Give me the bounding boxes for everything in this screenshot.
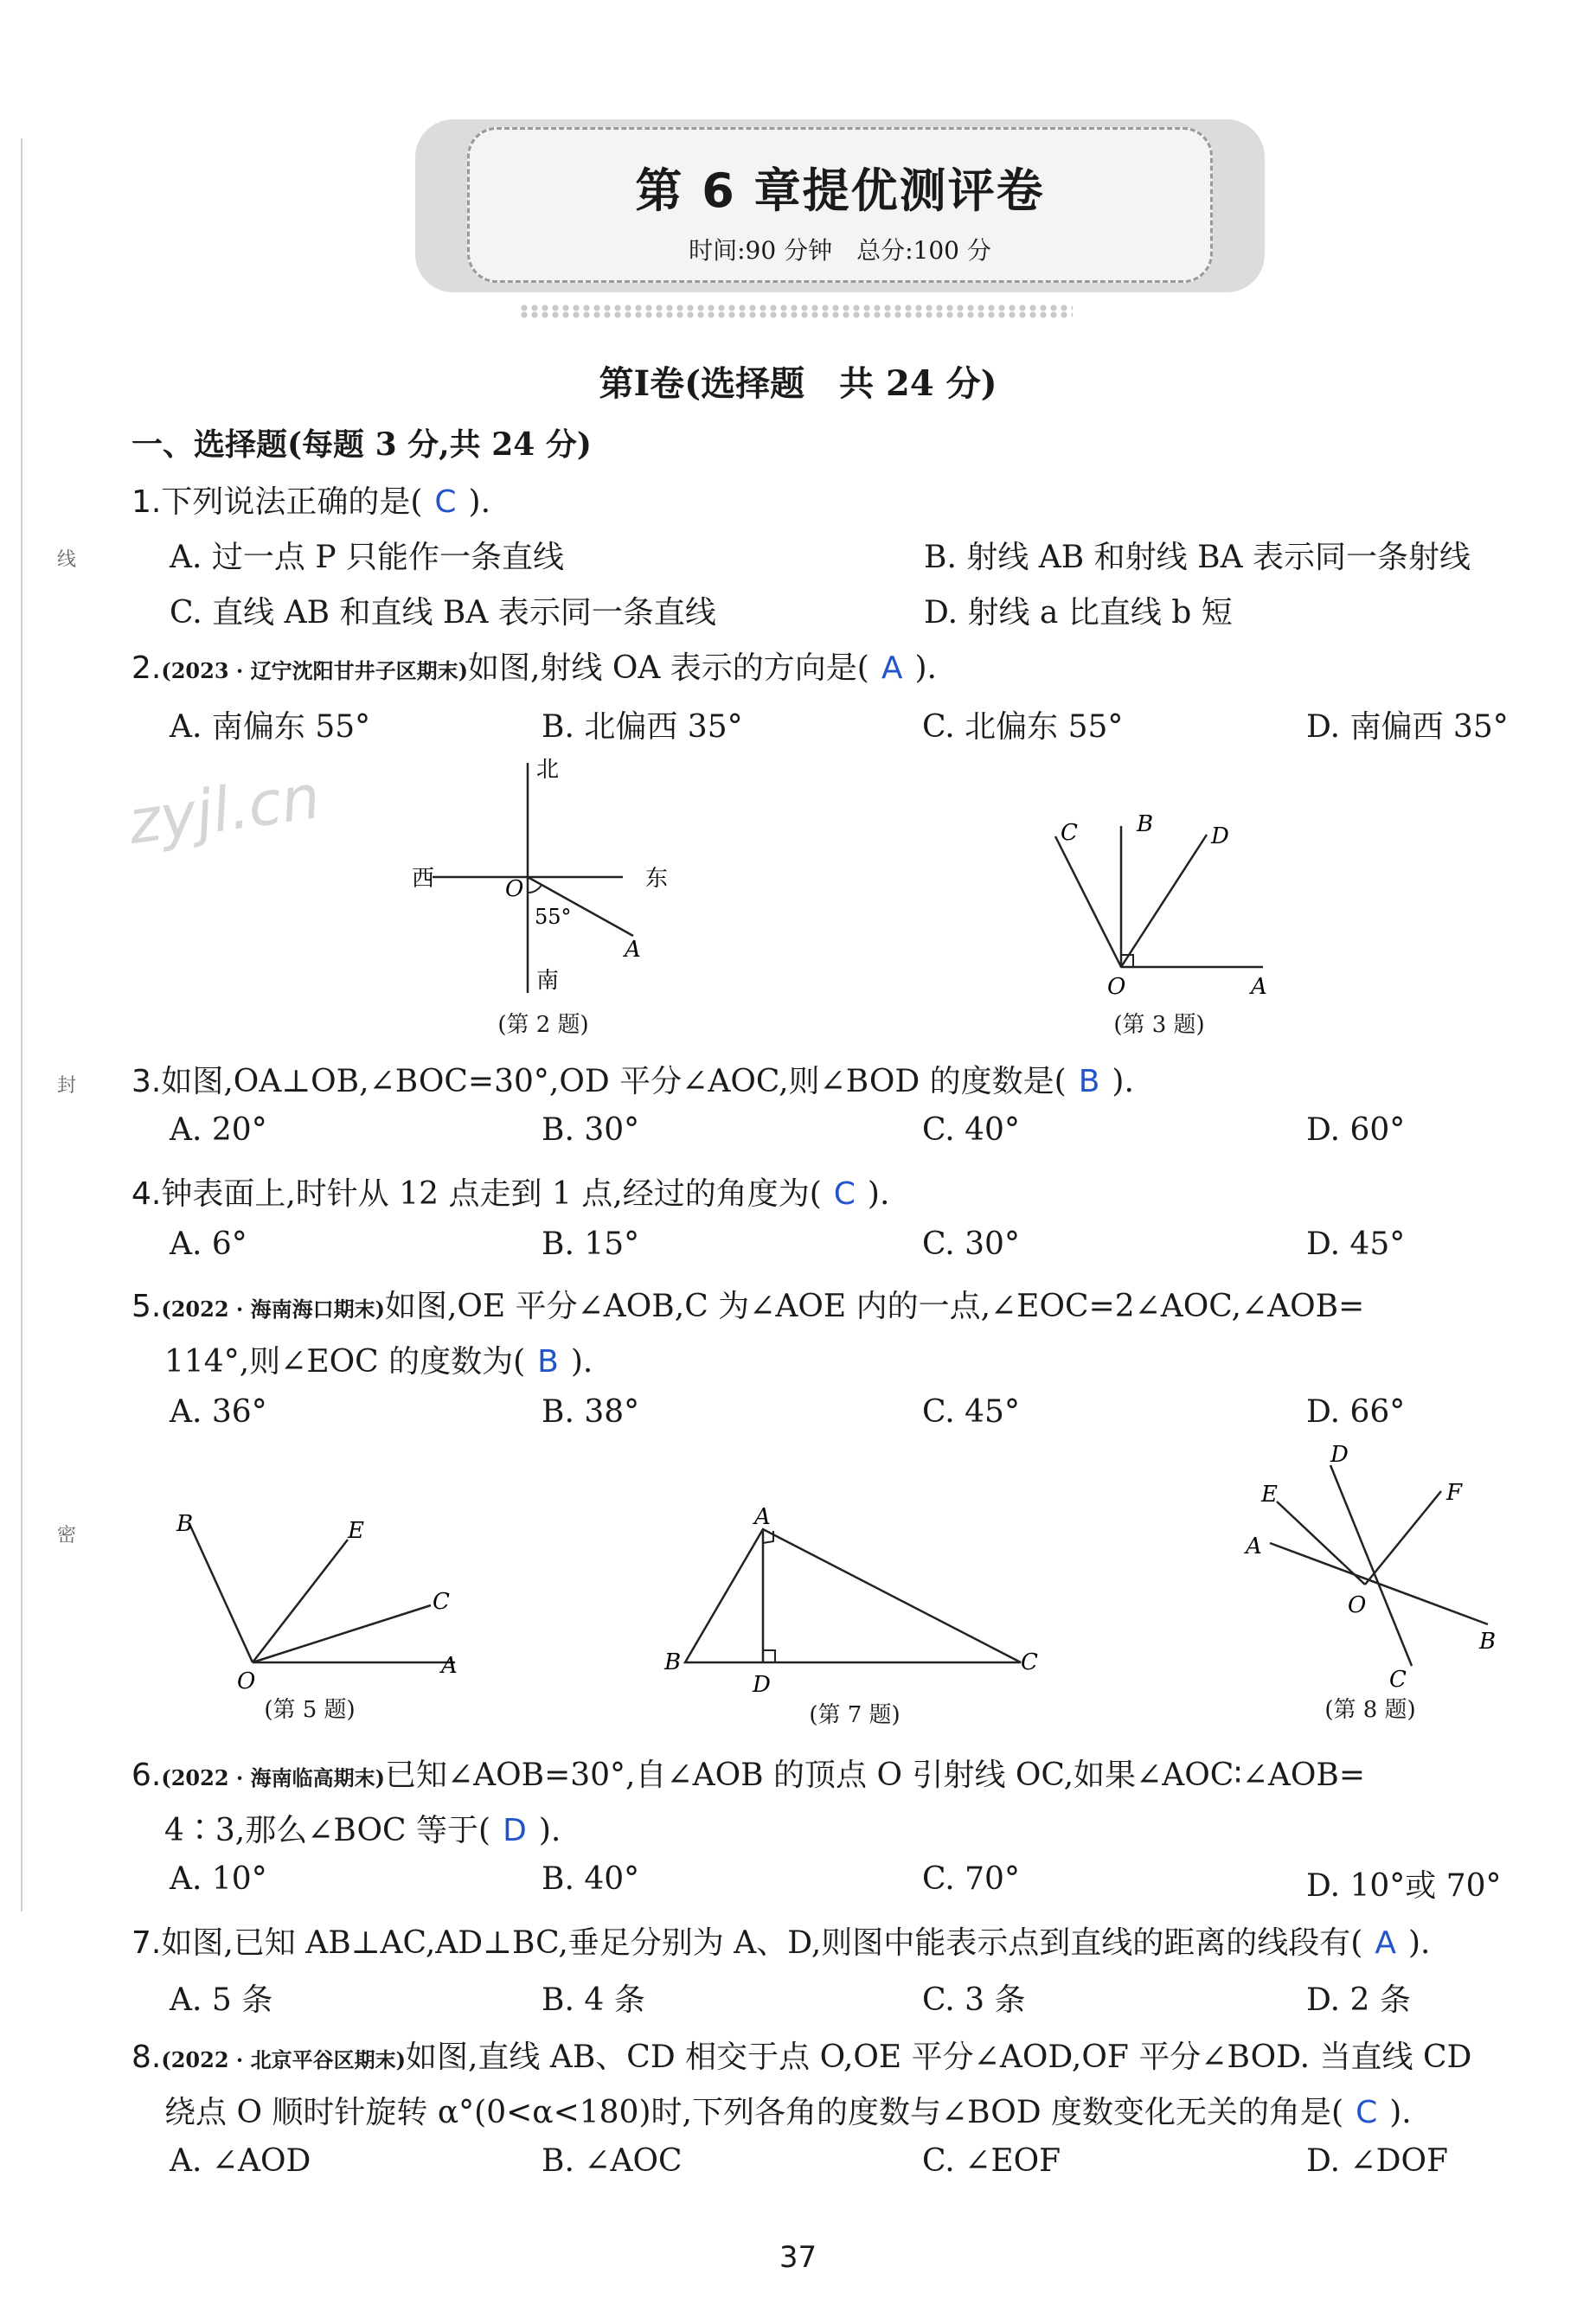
fig5-b: B <box>176 1511 194 1537</box>
question-8-line2: 绕点 O 顺时针旋转 α°(0<α<180)时,下列各角的度数与∠BOD 度数变化无关的角是( C ). <box>164 2095 1412 2130</box>
option-6c: C. 70° <box>922 1861 1020 1897</box>
option-8d: D. ∠DOF <box>1306 2143 1448 2179</box>
fig3-c: C <box>1061 820 1078 846</box>
option-5a: A. 36° <box>170 1394 267 1430</box>
fig8-c: C <box>1389 1667 1407 1693</box>
question-2: 2.(2023 · 辽宁沈阳甘井子区期末)如图,射线 OA 表示的方向是( A ). <box>131 650 937 686</box>
fig8-d: D <box>1330 1442 1349 1468</box>
option-5c: C. 45° <box>922 1394 1020 1430</box>
fig7-b: B <box>664 1649 682 1675</box>
option-1d: D. 射线 a 比直线 b 短 <box>924 595 1233 631</box>
fig2-north: 北 <box>536 757 560 783</box>
question-8: 8.(2022 · 北京平谷区期末)如图,直线 AB、CD 相交于点 O,OE 平分∠AOD,OF 平分∠BOD. 当直线 CD <box>131 2040 1472 2075</box>
option-5b: B. 38° <box>542 1394 640 1430</box>
option-8a: A. ∠AOD <box>170 2143 311 2179</box>
question-4: 4.钟表面上,时针从 12 点走到 1 点,经过的角度为( C ). <box>131 1176 890 1212</box>
binding-label-feng: 封 <box>57 1075 77 1097</box>
question-3: 3.如图,OA⊥OB,∠BOC=30°,OD 平分∠AOC,则∠BOD 的度数是( B ). <box>131 1064 1134 1099</box>
option-8c: C. ∠EOF <box>922 2143 1061 2179</box>
page-title: 第 6 章提优测评卷 <box>635 163 1045 218</box>
option-3c: C. 40° <box>922 1112 1020 1148</box>
page-number: 37 <box>779 2240 817 2275</box>
fig7-a: A <box>754 1504 771 1530</box>
answer-8: C <box>1356 2095 1378 2130</box>
fig3-d: D <box>1211 823 1229 849</box>
fig3-o: O <box>1107 974 1126 1000</box>
fig2-angle: 55° <box>535 905 572 929</box>
decorative-dots <box>519 304 1073 318</box>
figure-5 <box>156 1496 484 1704</box>
fig8-a: A <box>1246 1534 1262 1559</box>
option-6b: B. 40° <box>542 1861 640 1897</box>
option-4b: B. 15° <box>542 1226 640 1262</box>
fig8-o: O <box>1348 1592 1367 1618</box>
fig2-a: A <box>625 937 641 963</box>
question-1: 1.下列说法正确的是( C ). <box>131 484 491 520</box>
option-7d: D. 2 条 <box>1306 1982 1411 2018</box>
option-1b: B. 射线 AB 和射线 BA 表示同一条射线 <box>924 540 1471 575</box>
fig3-b: B <box>1137 811 1154 837</box>
figure-2 <box>398 752 692 1047</box>
option-7c: C. 3 条 <box>922 1982 1026 2018</box>
fig8-f: F <box>1446 1480 1463 1506</box>
answer-1: C <box>434 484 457 520</box>
fig8-b: B <box>1479 1629 1497 1655</box>
figure-7 <box>657 1495 1073 1702</box>
figure-3 <box>1029 800 1289 1008</box>
fig2-south: 南 <box>536 968 560 994</box>
answer-3: B <box>1078 1064 1100 1099</box>
option-4c: C. 30° <box>922 1226 1020 1262</box>
option-2c: C. 北偏东 55° <box>922 709 1124 745</box>
option-2d: D. 南偏西 35° <box>1306 709 1509 745</box>
question-7: 7.如图,已知 AB⊥AC,AD⊥BC,垂足分别为 A、D,则图中能表示点到直线的距离的线段有( A ). <box>131 1925 1431 1961</box>
binding-label-xian: 线 <box>57 549 77 571</box>
option-6d: D. 10°或 70° <box>1306 1868 1502 1904</box>
option-7b: B. 4 条 <box>542 1982 645 2018</box>
fig2-caption: (第 2 题) <box>497 1012 589 1038</box>
fig2-east: 东 <box>645 866 669 892</box>
fig7-caption: (第 7 题) <box>809 1702 901 1728</box>
answer-4: C <box>833 1176 856 1212</box>
answer-2: A <box>881 650 903 686</box>
question-5: 5.(2022 · 海南海口期末)如图,OE 平分∠AOB,C 为∠AOE 内的一点,∠EOC=2∠AOC,∠AOB= <box>131 1289 1365 1324</box>
fig8-caption: (第 8 题) <box>1324 1697 1416 1723</box>
fig3-a: A <box>1251 974 1267 1000</box>
option-7a: A. 5 条 <box>170 1982 273 2018</box>
fig5-c: C <box>433 1589 450 1615</box>
option-1a: A. 过一点 P 只能作一条直线 <box>170 540 564 575</box>
fig5-o: O <box>237 1668 256 1694</box>
option-4d: D. 45° <box>1306 1226 1406 1262</box>
option-1c: C. 直线 AB 和直线 BA 表示同一条直线 <box>170 595 716 631</box>
fig5-caption: (第 5 题) <box>264 1697 356 1723</box>
option-3a: A. 20° <box>170 1112 267 1148</box>
fig2-o: O <box>505 876 524 902</box>
exam-meta: 时间:90 分钟 总分:100 分 <box>689 236 991 265</box>
option-8b: B. ∠AOC <box>542 2143 683 2179</box>
figure-8 <box>1228 1436 1522 1695</box>
option-5d: D. 66° <box>1306 1394 1406 1430</box>
option-2a: A. 南偏东 55° <box>170 709 371 745</box>
fig7-c: C <box>1021 1649 1038 1675</box>
fig5-e: E <box>348 1518 364 1544</box>
fig3-caption: (第 3 题) <box>1113 1012 1205 1038</box>
option-4a: A. 6° <box>170 1226 247 1262</box>
fig7-d: D <box>753 1672 771 1698</box>
answer-5: B <box>537 1344 559 1380</box>
answer-7: A <box>1375 1925 1396 1961</box>
question-6-line2: 4∶3,那么∠BOC 等于( D ). <box>164 1813 561 1848</box>
question-5-line2: 114°,则∠EOC 的度数为( B ). <box>164 1344 593 1380</box>
fig8-e: E <box>1261 1482 1278 1508</box>
part-title: 第Ⅰ卷(选择题 共 24 分) <box>599 363 997 404</box>
option-6a: A. 10° <box>170 1861 267 1897</box>
question-6: 6.(2022 · 海南临高期末)已知∠AOB=30°,自∠AOB 的顶点 O 引射线 OC,如果∠AOC∶∠AOB= <box>131 1758 1366 1793</box>
fig5-a: A <box>441 1653 458 1679</box>
option-2b: B. 北偏西 35° <box>542 709 743 745</box>
answer-6: D <box>503 1813 527 1848</box>
section-title: 一、选择题(每题 3 分,共 24 分) <box>131 426 592 463</box>
binding-label-mi: 密 <box>57 1525 77 1547</box>
option-3d: D. 60° <box>1306 1112 1406 1148</box>
watermark: zyjl.cn <box>124 760 324 859</box>
option-3b: B. 30° <box>542 1112 640 1148</box>
fig2-west: 西 <box>412 866 435 892</box>
